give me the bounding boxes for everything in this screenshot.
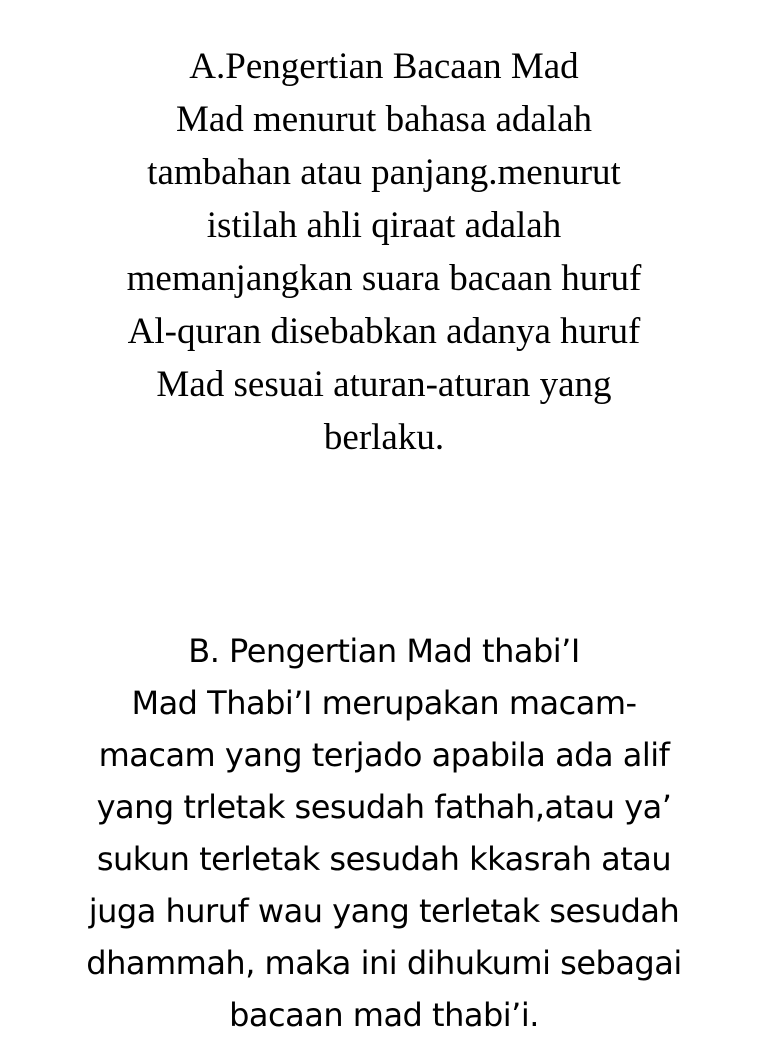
section-a — [0, 40, 768, 464]
section-a-line: Al-quran disebabkan adanya huruf — [127, 311, 641, 352]
section-b-line: macam yang terjado apabila ada alif — [98, 736, 670, 774]
section-b-line: sukun terletak sesudah kkasrah atau — [96, 840, 672, 878]
section-b-line: yang trletak sesudah fathah,atau ya’ — [96, 788, 672, 826]
section-b-line: bacaan mad thabi’i. — [229, 996, 539, 1034]
section-b-line: dhammah, maka ini dihukumi sebagai — [86, 944, 682, 982]
section-b-line: Mad Thabi’I merupakan macam- — [131, 684, 637, 722]
section-b — [0, 625, 768, 1041]
section-a-line: istilah ahli qiraat adalah — [206, 205, 562, 246]
section-a-line: berlaku. — [323, 417, 445, 458]
section-a-line: memanjangkan suara bacaan huruf — [126, 258, 642, 299]
section-a-heading: A.Pengertian Bacaan Mad — [189, 46, 579, 87]
section-a-line: tambahan atau panjang.menurut — [147, 152, 621, 193]
section-a-line: Mad sesuai aturan-aturan yang — [156, 364, 612, 405]
section-b-line: juga huruf wau yang terletak sesudah — [88, 892, 680, 930]
section-b-heading: B. Pengertian Mad thabi’I — [188, 632, 580, 670]
section-a-line: Mad menurut bahasa adalah — [175, 99, 593, 140]
